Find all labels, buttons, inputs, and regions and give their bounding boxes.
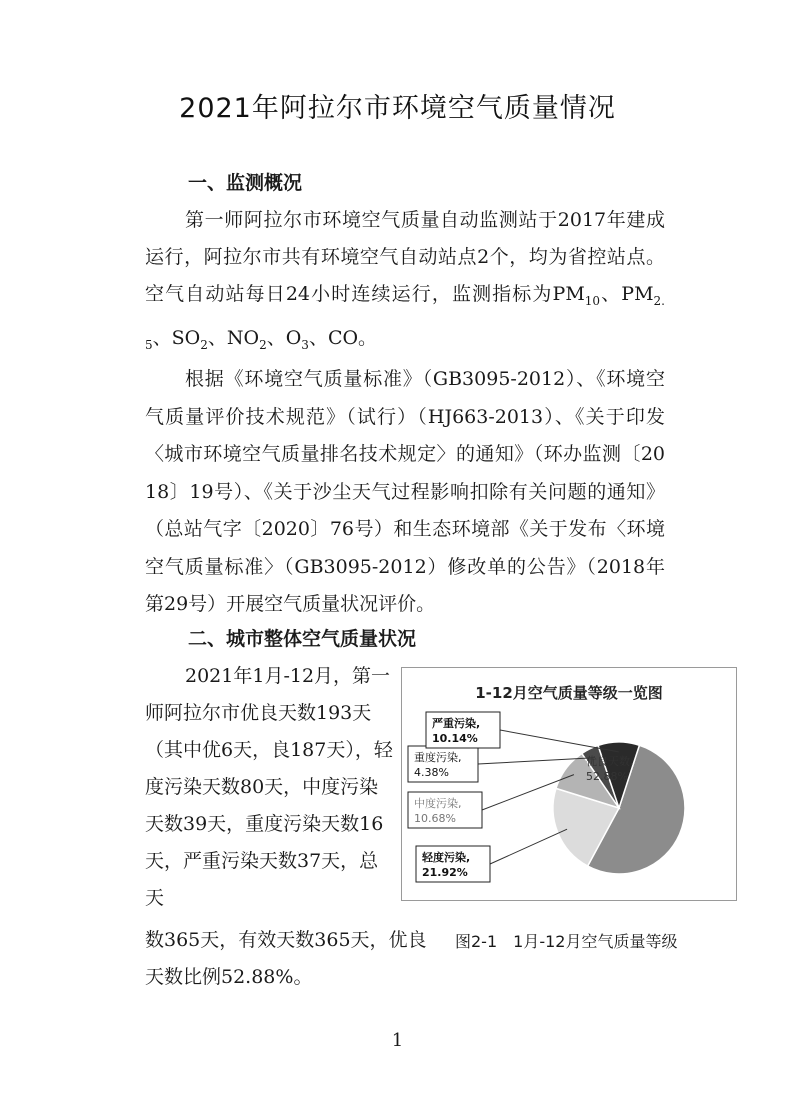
pm25-subscript: 2.5 bbox=[145, 293, 665, 352]
pie-slice-label bbox=[426, 712, 619, 752]
leader-line bbox=[490, 829, 567, 864]
page-number: 1 bbox=[391, 1030, 404, 1051]
para1-text-d: 、NO bbox=[207, 326, 260, 349]
chart-title: 1-12月空气质量等级一览图 bbox=[475, 684, 663, 702]
overall-paragraph-tail: 数365天，有效天数365天，优良天数比例52.88%。 bbox=[145, 929, 427, 988]
standards-paragraph: 根据《环境空气质量标准》（GB3095-2012）、《环境空气质量评价技术规范》（试行）（HJ663-2013）、《关于印发〈城市环境空气质量排名技术规定〉的通知》（环办监测〔2018〕19号）、《关于沙尘天气过程影响扣除有关问题的通知》（总站气字〔2020〕76号）和生态环境部《关于发布〈环境空气质量标准〉（GB3095-2012）修改单的公告》（2018年第29号）开展空气质量状况评价。 bbox=[145, 368, 665, 615]
slice-value-label: 52.88% bbox=[586, 770, 628, 783]
slice-value-label: 21.92% bbox=[422, 866, 468, 879]
pie-slice-label bbox=[408, 775, 574, 828]
section-heading-overall: 二、城市整体空气质量状况 bbox=[188, 628, 417, 650]
figure-caption: 图2-1 1月-12月空气质量等级 bbox=[455, 932, 678, 951]
page-title: 2021年阿拉尔市环境空气质量情况 bbox=[179, 93, 616, 124]
slice-value-label: 10.14% bbox=[432, 732, 478, 745]
slice-name-label: 轻度污染, bbox=[422, 851, 471, 864]
monitoring-paragraph bbox=[145, 202, 665, 364]
leader-line bbox=[500, 730, 619, 752]
slice-value-label: 4.38% bbox=[414, 766, 449, 779]
slice-name-label: 严重污染, bbox=[432, 717, 481, 730]
pm10-subscript: 10 bbox=[584, 293, 601, 308]
air-quality-pie-chart bbox=[401, 667, 737, 901]
pie-slice-label bbox=[416, 829, 567, 882]
slice-value-label: 10.68% bbox=[414, 812, 456, 825]
para1-text-c: 、SO bbox=[152, 326, 201, 349]
overall-paragraph: 2021年1月-12月，第一师阿拉尔市优良天数193天（其中优6天，良187天），轻度污染天数80天，中度污染天数39天，重度污染天数16天，严重污染天数37天，总天 bbox=[145, 665, 393, 909]
pie-chart-svg bbox=[402, 668, 736, 900]
para1-text-b: 、PM bbox=[600, 283, 654, 305]
o3-subscript: 3 bbox=[301, 337, 309, 352]
so2-subscript: 2 bbox=[200, 337, 208, 352]
para1-text-f: 、CO。 bbox=[308, 326, 378, 349]
para1-text-e: 、O bbox=[266, 326, 302, 349]
para1-text-a: 第一师阿拉尔市环境空气质量自动监测站于2017年建成运行，阿拉尔市共有环境空气自动站点2个，均为省控站点。空气自动站每日24小时连续运行，监测指标为PM bbox=[145, 209, 665, 305]
slice-name-label: 中度污染, bbox=[414, 797, 462, 810]
slice-name-label: 重度污染, bbox=[414, 751, 462, 764]
slice-name-label: 优良天数, bbox=[586, 755, 634, 768]
no2-subscript: 2 bbox=[259, 337, 267, 352]
section-heading-monitoring: 一、监测概况 bbox=[188, 172, 303, 194]
